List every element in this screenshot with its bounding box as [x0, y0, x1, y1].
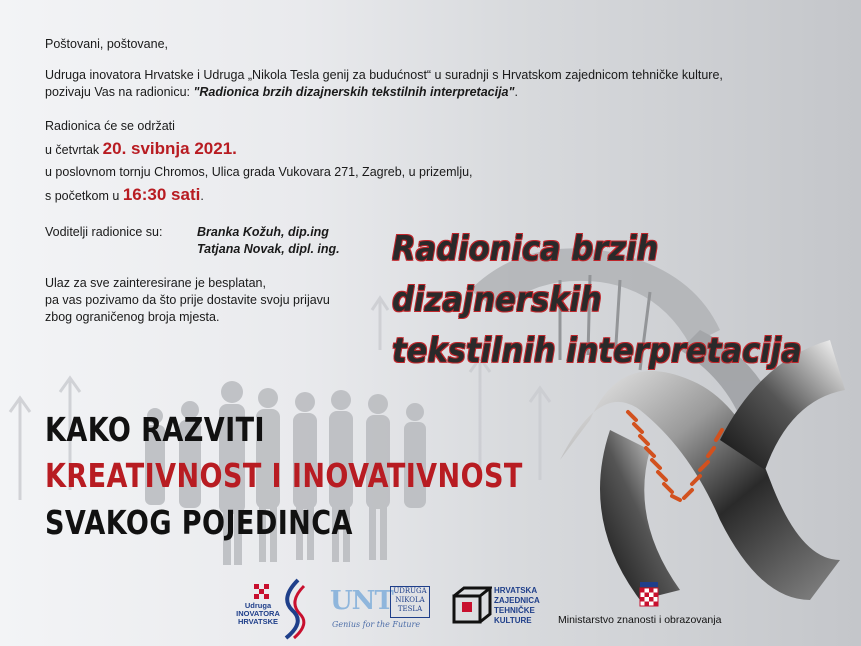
time-line: [45, 184, 204, 207]
leader-1: Branka Kožuh, dip.ing: [197, 225, 329, 239]
date-prefix: u četvrtak: [45, 143, 103, 157]
unt-box-line-3: TESLA: [397, 605, 423, 613]
uih-line-2: INOVATORA: [236, 609, 280, 618]
uih-line-3: HRVATSKE: [237, 617, 278, 626]
intro-workshop-title: "Radionica brzih dizajnerskih tekstilnih interpretacija": [193, 85, 515, 99]
hztk-line-4: KULTURE: [494, 616, 532, 625]
unt-mark: UNT: [330, 586, 393, 616]
headline-line-1: KAKO RAZVITI: [45, 410, 265, 449]
workshop-title-line-2: dizajnerskih: [392, 280, 602, 320]
logo-hztk: [450, 584, 550, 634]
leader-2: Tatjana Novak, dipl. ing.: [197, 242, 340, 256]
date-line: [45, 138, 237, 161]
cube-logo-icon: [450, 586, 492, 628]
logo-udruga-nikola-tesla: [328, 582, 438, 638]
entry-line-1: Ulaz za sve zainteresirane je besplatan,: [45, 276, 266, 290]
ministry-name: Ministarstvo znanosti i obrazovanja: [558, 614, 722, 626]
croatian-coat-of-arms-icon: [638, 582, 660, 608]
hztk-line-1: HRVATSKA: [494, 586, 538, 595]
workshop-title: [392, 224, 802, 377]
uih-line-1: Udruga: [244, 601, 272, 610]
event-date: 20. svibnja 2021.: [102, 139, 237, 158]
entry-line-3: zbog ograničenog broja mjesta.: [45, 310, 220, 324]
headline-line-2: KREATIVNOST I INOVATIVNOST: [45, 456, 523, 495]
hztk-line-2: ZAJEDNICA: [494, 596, 540, 605]
workshop-title-line-3: tekstilnih interpretacija: [392, 331, 802, 371]
intro-suffix: .: [514, 85, 518, 99]
location-line: u poslovnom tornju Chromos, Ulica grada Vukovara 271, Zagreb, u prizemlju,: [45, 165, 473, 179]
greeting: Poštovani, poštovane,: [45, 37, 168, 51]
unt-box: [390, 586, 430, 618]
leaders-label: Voditelji radionice su:: [45, 225, 163, 239]
time-prefix: s početkom u: [45, 189, 123, 203]
intro-prefix: pozivaju Vas na radionicu:: [45, 85, 194, 99]
workshop-title-line-1: Radionica brzih: [392, 229, 659, 269]
intro-line-2: [45, 84, 518, 100]
entry-line-2: pa vas pozivamo da što prije dostavite svoju prijavu: [45, 293, 330, 307]
held-label: Radionica će se održati: [45, 119, 175, 133]
unt-tagline: Genius for the Future: [332, 620, 421, 629]
logo-ministry: [558, 582, 758, 638]
unt-box-line-1: UDRUGA: [393, 587, 427, 595]
event-time: 16:30 sati: [122, 185, 201, 204]
intro-line-1: Udruga inovatora Hrvatske i Udruga „Nikola Tesla genij za budućnost“ u suradnji s Hrvatskom zajednicom tehničke kulture,: [45, 68, 723, 82]
unt-box-line-2: NIKOLA: [395, 596, 425, 604]
hztk-line-3: TEHNIČKE: [494, 606, 535, 615]
time-suffix: .: [200, 189, 204, 203]
logo-udruga-inovatora: [228, 578, 318, 640]
headline-line-3: SVAKOG POJEDINCA: [45, 503, 353, 542]
